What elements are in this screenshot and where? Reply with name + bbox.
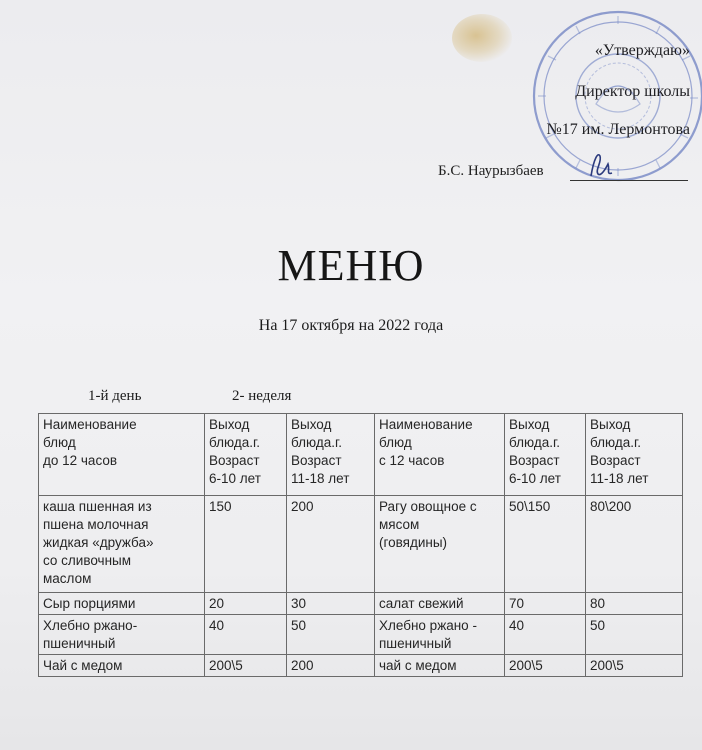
table-row — [39, 655, 683, 677]
table-cell: Хлебно ржано- пшеничный — [39, 615, 205, 655]
table-cell: 20 — [205, 593, 287, 615]
day-label: 1-й день — [88, 388, 142, 404]
table-cell: 40 — [205, 615, 287, 655]
page-title: МЕНЮ — [277, 241, 425, 290]
table-cell: Сыр порциями — [39, 593, 205, 615]
handwritten-signature — [586, 148, 616, 180]
table-cell: каша пшенная из пшена молочная жидкая «дружба» со сливочным маслом — [39, 496, 205, 593]
table-cell: 50\150 — [505, 496, 586, 593]
table-cell: Хлебно ржано - пшеничный — [375, 615, 505, 655]
table-header-row — [39, 414, 683, 496]
column-header: Выход блюда.г. Возраст 6-10 лет — [505, 414, 586, 496]
column-header: Наименование блюд до 12 часов — [39, 414, 205, 496]
table-cell: 200 — [287, 496, 375, 593]
table-cell: 50 — [287, 615, 375, 655]
table-cell: Рагу овощное с мясом (говядины) — [375, 496, 505, 593]
school-name: №17 им. Лермонтова — [546, 121, 690, 138]
menu-table — [38, 413, 683, 677]
table-row — [39, 615, 683, 655]
column-header: Выход блюда.г. Возраст 6-10 лет — [205, 414, 287, 496]
table-cell: 40 — [505, 615, 586, 655]
director-title: Директор школы — [575, 83, 690, 100]
table-cell: 200\5 — [586, 655, 683, 677]
table-row — [39, 496, 683, 593]
table-cell: 200\5 — [205, 655, 287, 677]
column-header: Выход блюда.г. Возраст 11-18 лет — [287, 414, 375, 496]
signer-name: Б.С. Наурызбаев — [438, 163, 544, 179]
table-cell: 200\5 — [505, 655, 586, 677]
table-cell: Чай с медом — [39, 655, 205, 677]
table-cell: салат свежий — [375, 593, 505, 615]
table-cell: 80 — [586, 593, 683, 615]
table-cell: чай с медом — [375, 655, 505, 677]
week-label: 2- неделя — [232, 388, 292, 404]
table-cell: 30 — [287, 593, 375, 615]
menu-date: На 17 октября на 2022 года — [258, 317, 444, 334]
column-header: Выход блюда.г. Возраст 11-18 лет — [586, 414, 683, 496]
table-cell: 70 — [505, 593, 586, 615]
table-cell: 50 — [586, 615, 683, 655]
column-header: Наименование блюд с 12 часов — [375, 414, 505, 496]
table-cell: 200 — [287, 655, 375, 677]
approval-heading: «Утверждаю» — [594, 42, 690, 59]
table-cell: 150 — [205, 496, 287, 593]
table-cell: 80\200 — [586, 496, 683, 593]
signature-line — [570, 180, 688, 181]
table-row — [39, 593, 683, 615]
coffee-stain — [452, 14, 512, 62]
